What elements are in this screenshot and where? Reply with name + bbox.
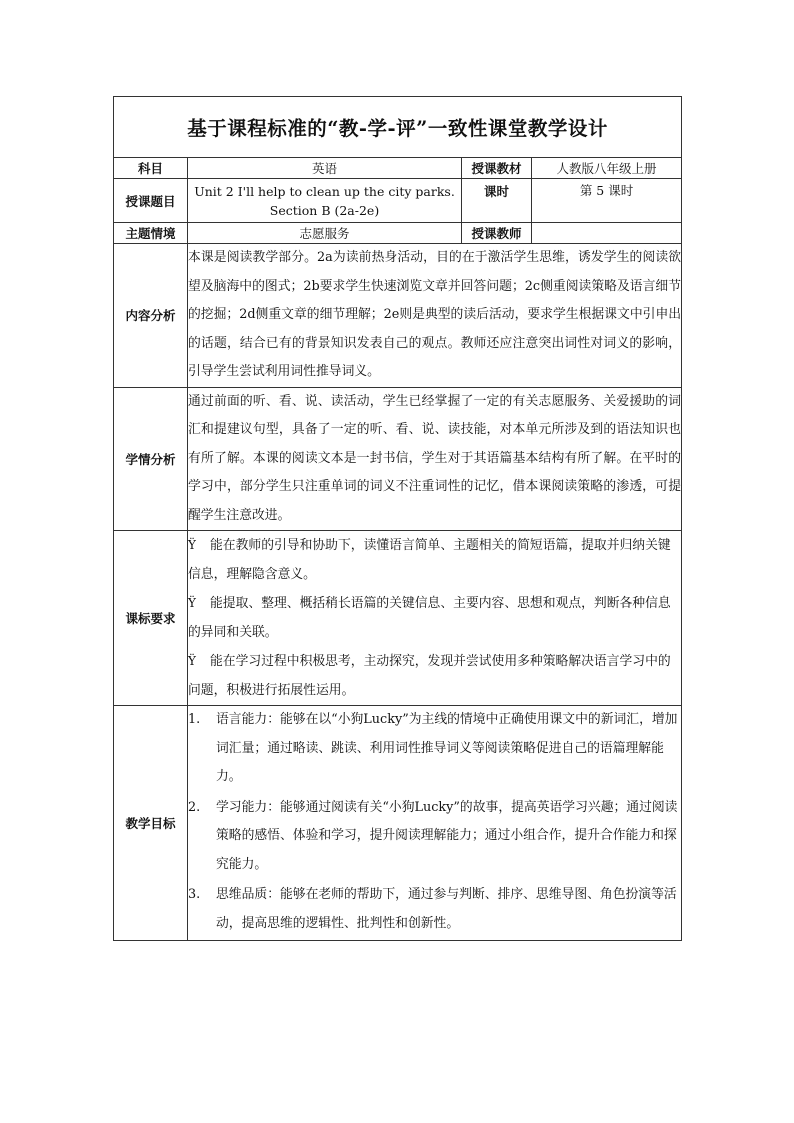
objective-item	[188, 706, 681, 792]
objectives-list	[188, 706, 682, 941]
theme-label: 主题情境	[114, 223, 188, 244]
period-label: 课时	[462, 179, 532, 223]
textbook-label: 授课教材	[462, 158, 532, 179]
objective-item	[188, 881, 681, 938]
teacher-label: 授课教师	[462, 223, 532, 244]
topic-value	[188, 179, 462, 223]
topic-label: 授课题目	[114, 179, 188, 223]
textbook-value: 人教版八年级上册	[532, 158, 682, 179]
content-analysis-text: 本课是阅读教学部分。2a为读前热身活动，目的在于激活学生思维，诱发学生的阅读欲望及脑海中的图式；2b要求学生快速浏览文章并回答问题；2c侧重阅读策略及语言细节的挖掘；2d侧重文章的细节理解；2e则是典型的读后活动，要求学生根据课文中引申出的话题，结合已有的背景知识发表自己的观点。教师还应注意突出词性对词义的影响，引导学生尝试利用词性推导词义。	[188, 244, 682, 388]
theme-value: 志愿服务	[188, 223, 462, 244]
objective-number: 3.	[188, 887, 201, 902]
bullet-marker: Ÿ	[188, 538, 196, 552]
learner-analysis-label: 学情分析	[114, 387, 188, 531]
standards-item: Ÿ 能在学习过程中积极思考，主动探究，发现并尝试使用多种策略解决语言学习中的问题，积极进行拓展性运用。	[188, 647, 681, 705]
objective-text: 语言能力：能够在以“小狗Lucky”为主线的情境中正确使用课文中的新词汇，增加词汇量；通过略读、跳读、利用词性推导词义等阅读策略促进自己的语篇理解能力。	[216, 712, 678, 784]
lesson-plan-table	[113, 96, 682, 941]
subject-label: 科目	[114, 158, 188, 179]
objective-text: 思维品质：能够在老师的帮助下，通过参与判断、排序、思维导图、角色扮演等活动，提高思维的逻辑性、批判性和创新性。	[216, 887, 677, 931]
objective-item	[188, 794, 681, 880]
teacher-value	[532, 223, 682, 244]
topic-line-1: Unit 2 I'll help to clean up the city parks.	[194, 183, 455, 199]
bullet-marker: Ÿ	[188, 596, 196, 610]
standards-item: Ÿ 能提取、整理、概括稍长语篇的关键信息、主要内容、思想和观点，判断各种信息的异同和关联。	[188, 589, 681, 647]
subject-value: 英语	[188, 158, 462, 179]
content-analysis-label: 内容分析	[114, 244, 188, 388]
objectives-label: 教学目标	[114, 706, 188, 941]
period-value: 第 5 课时	[532, 179, 682, 223]
objective-number: 2.	[188, 799, 201, 815]
document-title: 基于课程标准的“教-学-评”一致性课堂教学设计	[114, 97, 682, 158]
standards-list	[188, 531, 682, 706]
standards-item: Ÿ 能在教师的引导和协助下，读懂语言简单、主题相关的简短语篇，提取并归纳关键信息，理解隐含意义。	[188, 531, 681, 589]
learner-analysis-text: 通过前面的听、看、说、读活动，学生已经掌握了一定的有关志愿服务、关爱援助的词汇和提建议句型，具备了一定的听、看、说、读技能，对本单元所涉及到的语法知识也有所了解。本课的阅读文本是一封书信，学生对于其语篇基本结构有所了解。在平时的学习中，部分学生只注重单词的词义不注重词性的记忆，借本课阅读策略的渗透，可提醒学生注意改进。	[188, 387, 682, 531]
bullet-marker: Ÿ	[188, 654, 196, 668]
topic-line-2: Section B (2a-2e)	[269, 202, 380, 218]
standards-label: 课标要求	[114, 531, 188, 706]
objective-number: 1.	[188, 712, 201, 727]
objective-text: 学习能力：能够通过阅读有关“小狗Lucky”的故事，提高英语学习兴趣；通过阅读策略的感悟、体验和学习，提升阅读理解能力；通过小组合作，提升合作能力和探究能力。	[216, 799, 678, 872]
